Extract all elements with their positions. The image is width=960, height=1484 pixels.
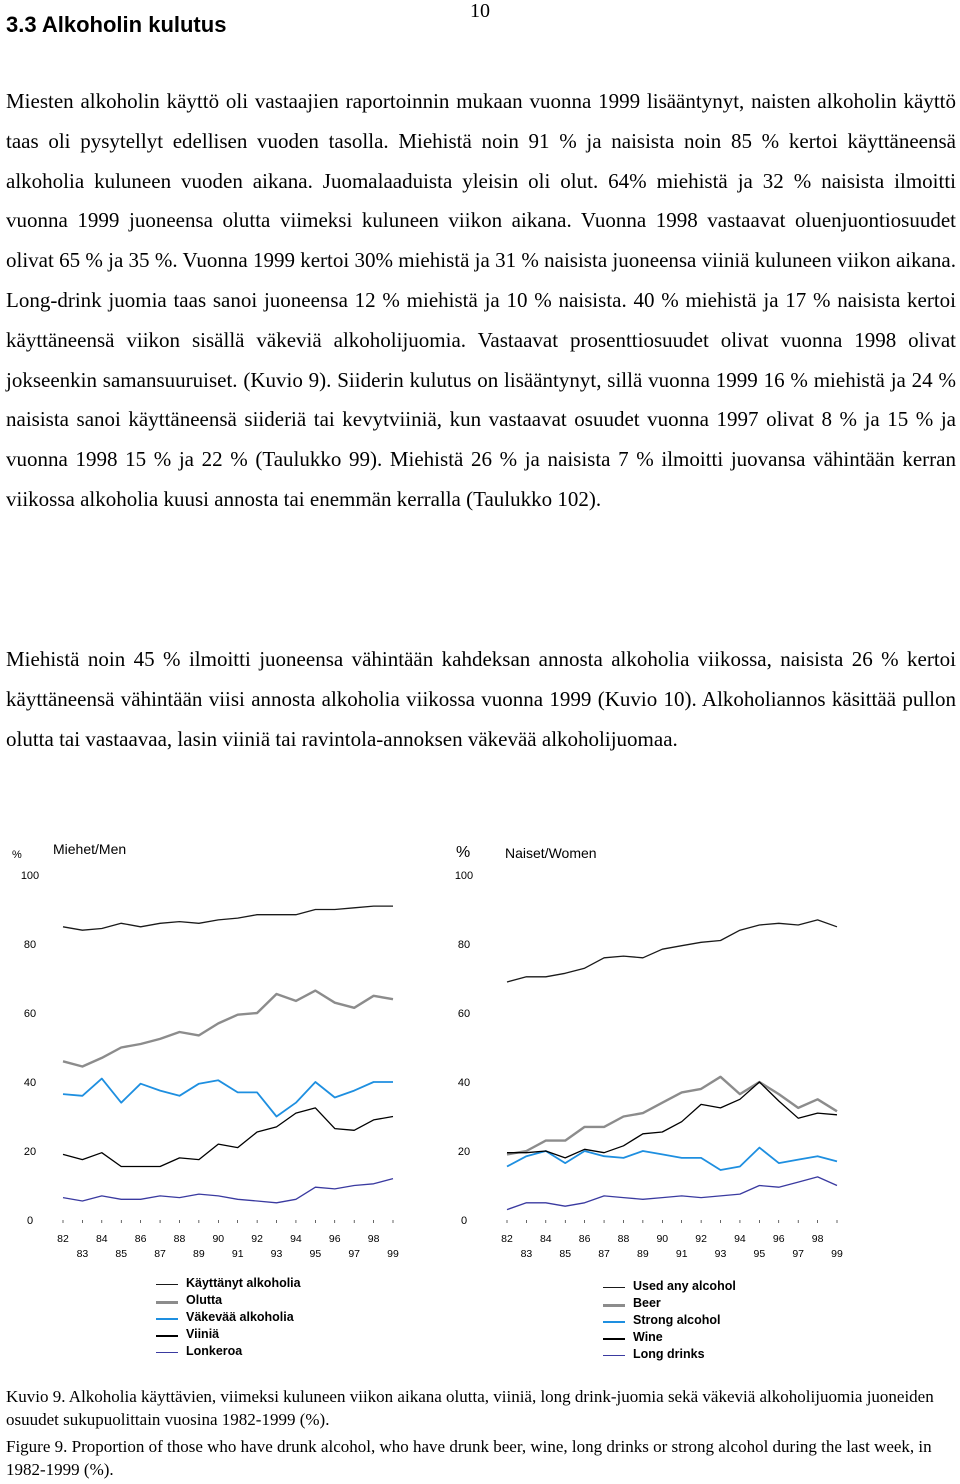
legend-label: Long drinks	[633, 1347, 705, 1361]
legend-swatch-long	[603, 1355, 625, 1356]
series-line-long	[507, 1177, 837, 1210]
x-tick-label: 84	[539, 1233, 552, 1245]
legend-label: Strong alcohol	[633, 1313, 721, 1327]
series-line-long	[63, 1179, 393, 1203]
y-tick-label: 20	[23, 1146, 37, 1158]
x-tick-label: 86	[578, 1233, 591, 1245]
legend-swatch-long	[156, 1352, 178, 1353]
y-tick-label: 0	[460, 1215, 468, 1227]
series-line-wine	[63, 1108, 393, 1167]
y-tick-label: 40	[457, 1077, 471, 1089]
chart-title: Miehet/Men	[53, 841, 127, 857]
series-line-strong	[63, 1079, 393, 1117]
x-tick-label: 93	[714, 1248, 727, 1260]
x-tick-label: 99	[387, 1248, 399, 1260]
legend-label: Käyttänyt alkoholia	[186, 1276, 301, 1290]
y-tick-label: 60	[23, 1008, 37, 1020]
y-tick-label: 100	[454, 870, 474, 882]
legend-swatch-strong	[156, 1318, 178, 1320]
x-tick-label: 87	[598, 1248, 610, 1260]
x-tick-label: 83	[76, 1248, 89, 1260]
x-tick-label: 95	[309, 1248, 322, 1260]
x-tick-label: 94	[290, 1233, 302, 1245]
x-tick-label: 96	[328, 1233, 341, 1245]
series-line-wine	[507, 1082, 837, 1158]
x-tick-label: 95	[753, 1248, 766, 1260]
legend-english	[603, 1279, 803, 1369]
y-tick-label: 100	[20, 870, 40, 882]
legend-swatch-beer	[603, 1304, 625, 1307]
series-line-beer	[63, 991, 393, 1067]
x-tick-label: 91	[231, 1248, 244, 1260]
x-tick-label: 86	[134, 1233, 147, 1245]
x-tick-label: 88	[617, 1233, 630, 1245]
x-tick-label: 99	[831, 1248, 843, 1260]
y-tick-label: 0	[26, 1215, 34, 1227]
figure-9-charts	[0, 830, 960, 1260]
legend-finnish	[156, 1276, 356, 1366]
x-tick-label: 91	[675, 1248, 688, 1260]
x-tick-label: 96	[772, 1233, 785, 1245]
section-heading: 3.3 Alkoholin kulutus	[6, 12, 227, 37]
legend-label: Väkevää alkoholia	[186, 1310, 294, 1324]
y-axis-label: %	[456, 844, 471, 861]
paragraph-alcohol-use: Miesten alkoholin käyttö oli vastaajien raportoinnin mukaan vuonna 1999 lisääntynyt, naisten alkoholin käyttö taas oli pysytellyt edellisen vuoden tasolla. Miehistä noin 91 % ja naisista noin 85 % kertoi käyttäneensä alkoholia kuluneen vuoden aikana. Juomalaaduista yleisin oli olut. 64% miehistä ja 32 % naisista ilmoitti vuonna 1999 juoneensa olutta viimeksi kuluneen viikon aikana. Vuonna 1998 vastaavat oluenjuontiosuudet olivat 65 % ja 35 %. Vuonna 1999 kertoi 30% miehistä ja 31 % naisista juoneensa viiniä kuluneen viikon aikana. Long-drink juomia taas sanoi juoneensa 12 % miehistä ja 10 % naisista. 40 % miehistä ja 17 % naisista kertoi käyttäneensä viikon sisällä väkeviä alkoholijuomia. Vastaavat prosenttiosuudet olivat vuonna 1998 olivat jokseenkin samansuuruiset. (Kuvio 9). Siiderin kulutus on lisääntynyt, sillä vuonna 1999 16 % miehistä ja 24 % naisista sanoi käyttäneensä siideriä tai kevytviiniä, kun vastaavat osuudet vuonna 1997 olivat 8 % ja 15 % ja vuonna 1998 15 % ja 22 % (Taulukko 99). Miehistä 26 % ja naisista 7 % ilmoitti juovansa vähintään kerran viikossa alkoholia kuusi annosta tai enemmän kerralla (Taulukko 102).	[6, 89, 956, 511]
legend-swatch-wine	[156, 1335, 178, 1337]
series-line-beer	[507, 1077, 837, 1155]
y-axis-label: %	[12, 849, 22, 861]
legend-swatch-any	[156, 1284, 178, 1285]
x-tick-label: 83	[520, 1248, 533, 1260]
x-tick-label: 90	[212, 1233, 225, 1245]
x-tick-label: 87	[154, 1248, 166, 1260]
x-tick-label: 82	[57, 1233, 69, 1245]
legend-swatch-wine	[603, 1338, 625, 1340]
series-line-any	[63, 906, 393, 930]
x-tick-label: 82	[501, 1233, 513, 1245]
x-tick-label: 94	[734, 1233, 746, 1245]
legend-label: Lonkeroa	[186, 1344, 243, 1358]
series-line-strong	[507, 1148, 837, 1170]
figure-caption-finnish: Kuvio 9. Alkoholia käyttävien, viimeksi kuluneen viikon aikana olutta, viiniä, long drink-juomia sekä väkeviä alkoholijuomia juoneiden osuudet sukupuolittain vuosina 1982-1999 (%).	[6, 1387, 934, 1429]
legend-label: Olutta	[186, 1293, 223, 1307]
x-tick-label: 85	[559, 1248, 572, 1260]
x-tick-label: 89	[193, 1248, 205, 1260]
x-tick-label: 92	[251, 1233, 263, 1245]
x-tick-label: 97	[348, 1248, 361, 1260]
y-tick-label: 40	[23, 1077, 37, 1089]
x-tick-label: 98	[367, 1233, 380, 1245]
x-tick-label: 92	[695, 1233, 707, 1245]
x-tick-label: 85	[115, 1248, 128, 1260]
legend-swatch-any	[603, 1287, 625, 1288]
paragraph-alcohol-units: Miehistä noin 45 % ilmoitti juoneensa vähintään kahdeksan annosta alkoholia viikossa, naisista 26 % kertoi käyttäneensä vähintään viisi annosta alkoholia viikossa vuonna 1999 (Kuvio 10). Alkoholiannos käsittää pullon olutta tai vastaavaa, lasin viiniä tai ravintola-annoksen väkevää alkoholijuomaa.	[6, 647, 956, 751]
y-tick-label: 20	[457, 1146, 471, 1158]
y-tick-label: 80	[23, 939, 37, 951]
figure-caption-english: Figure 9. Proportion of those who have drunk alcohol, who have drunk beer, wine, long drinks or strong alcohol during the last week, in 1982-1999 (%).	[6, 1437, 932, 1479]
y-tick-label: 60	[457, 1008, 471, 1020]
x-tick-label: 90	[656, 1233, 669, 1245]
legend-swatch-beer	[156, 1301, 178, 1304]
x-tick-label: 93	[270, 1248, 283, 1260]
x-tick-label: 89	[637, 1248, 649, 1260]
series-line-any	[507, 920, 837, 982]
chart-title: Naiset/Women	[505, 845, 597, 861]
legend-label: Beer	[633, 1296, 661, 1310]
legend-label: Wine	[633, 1330, 663, 1344]
legend-label: Viiniä	[186, 1327, 220, 1341]
legend-swatch-strong	[603, 1321, 625, 1323]
figure-9	[0, 830, 960, 1260]
x-tick-label: 84	[95, 1233, 108, 1245]
y-tick-label: 80	[457, 939, 471, 951]
x-tick-label: 98	[811, 1233, 824, 1245]
page-number: 10	[470, 0, 490, 22]
legend-label: Used any alcohol	[633, 1279, 736, 1293]
x-tick-label: 88	[173, 1233, 186, 1245]
x-tick-label: 97	[792, 1248, 805, 1260]
